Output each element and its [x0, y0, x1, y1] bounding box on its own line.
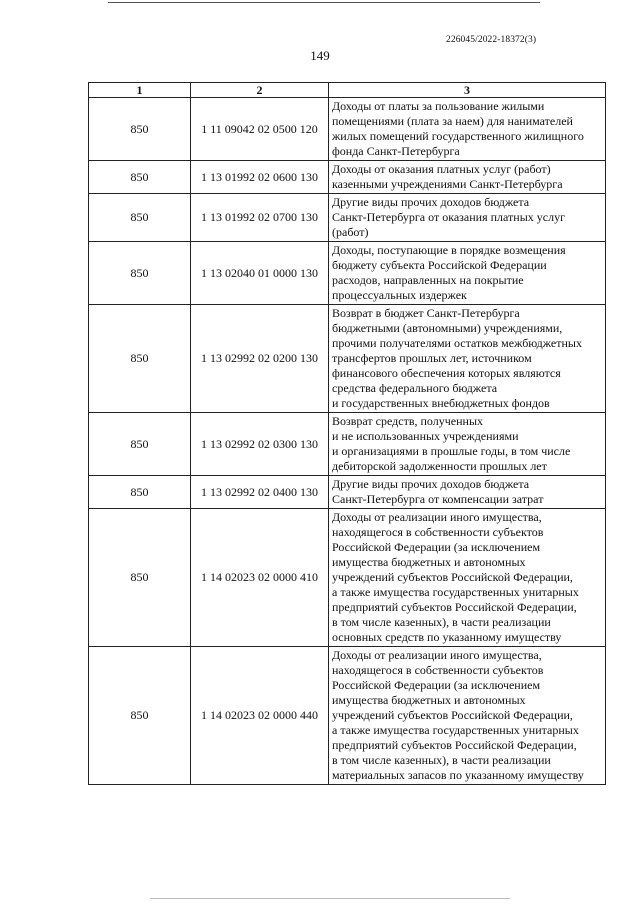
- admin-code-cell: 850: [89, 509, 191, 647]
- description-line: процессуальных издержек: [332, 288, 467, 302]
- revenue-description-cell: [329, 161, 606, 194]
- description-line: предприятий субъектов Российской Федерации,: [332, 738, 577, 752]
- admin-code-cell: 850: [89, 161, 191, 194]
- description-line: бюджету субъекта Российской Федерации: [332, 258, 547, 272]
- admin-code-cell: 850: [89, 194, 191, 242]
- description-line: Доходы от реализации иного имущества,: [332, 648, 542, 662]
- description-line: Возврат средств, полученных: [332, 414, 484, 428]
- scan-edge: [150, 898, 510, 899]
- description-line: прочими получателями остатков межбюджетных: [332, 336, 582, 350]
- revenue-description-cell: [329, 305, 606, 413]
- revenue-description-cell: [329, 476, 606, 509]
- revenue-code-cell: 1 13 02992 02 0300 130: [191, 413, 329, 476]
- description-line: Доходы от реализации иного имущества,: [332, 510, 542, 524]
- description-line: средства федерального бюджета: [332, 381, 498, 395]
- table-row: [89, 413, 606, 476]
- admin-code-cell: 850: [89, 98, 191, 161]
- table-row: [89, 161, 606, 194]
- admin-code-cell: 850: [89, 305, 191, 413]
- description-line: трансфертов прошлых лет, источником: [332, 351, 532, 365]
- table-row: [89, 647, 606, 785]
- description-line: Другие виды прочих доходов бюджета: [332, 195, 530, 209]
- description-line: учреждений субъектов Российской Федерации,: [332, 708, 573, 722]
- top-rule: [108, 2, 540, 3]
- table-body: [89, 98, 606, 785]
- revenue-description-cell: [329, 98, 606, 161]
- page-number: 149: [310, 48, 330, 63]
- column-header-2: 2: [191, 83, 329, 98]
- description-line: а также имущества государственных унитарных: [332, 585, 579, 599]
- table-row: [89, 242, 606, 305]
- column-header-1: 1: [89, 83, 191, 98]
- admin-code-cell: 850: [89, 476, 191, 509]
- description-line: основных средств по указанному имуществу: [332, 630, 562, 644]
- table-row: [89, 305, 606, 413]
- description-line: Доходы, поступающие в порядке возмещения: [332, 243, 566, 257]
- description-line: Санкт-Петербурга от оказания платных услуг: [332, 210, 566, 224]
- description-line: жилых помещений государственного жилищного: [332, 129, 584, 143]
- description-line: финансового обеспечения которых являются: [332, 366, 561, 380]
- description-line: (работ): [332, 225, 369, 239]
- revenue-description-cell: [329, 647, 606, 785]
- description-line: Российской Федерации (за исключением: [332, 678, 541, 692]
- description-line: помещениями (плата за наем) для нанимателей: [332, 114, 573, 128]
- description-line: Доходы от платы за пользование жилыми: [332, 99, 545, 113]
- description-line: в том числе казенных), в части реализации: [332, 753, 551, 767]
- description-line: учреждений субъектов Российской Федерации,: [332, 570, 573, 584]
- revenue-code-cell: 1 14 02023 02 0000 440: [191, 647, 329, 785]
- description-line: дебиторской задолженности прошлых лет: [332, 459, 547, 473]
- description-line: и организациями в прошлые годы, в том числе: [332, 444, 571, 458]
- table-row: [89, 194, 606, 242]
- description-line: в том числе казенных), в части реализации: [332, 615, 551, 629]
- description-line: находящегося в собственности субъектов: [332, 525, 544, 539]
- revenue-code-cell: 1 14 02023 02 0000 410: [191, 509, 329, 647]
- description-line: бюджетными (автономными) учреждениями,: [332, 321, 563, 335]
- description-line: имущества бюджетных и автономных: [332, 693, 526, 707]
- document-number: 226045/2022-18372(3): [446, 35, 537, 45]
- description-line: имущества бюджетных и автономных: [332, 555, 526, 569]
- description-line: расходов, направленных на покрытие: [332, 273, 524, 287]
- revenue-code-cell: 1 13 02040 01 0000 130: [191, 242, 329, 305]
- revenue-description-cell: [329, 413, 606, 476]
- revenue-code-cell: 1 13 02992 02 0400 130: [191, 476, 329, 509]
- revenue-codes-table: [88, 82, 606, 785]
- admin-code-cell: 850: [89, 413, 191, 476]
- revenue-description-cell: [329, 242, 606, 305]
- description-line: Возврат в бюджет Санкт-Петербурга: [332, 306, 520, 320]
- revenue-code-cell: 1 13 01992 02 0700 130: [191, 194, 329, 242]
- description-line: Российской Федерации (за исключением: [332, 540, 541, 554]
- revenue-description-cell: [329, 194, 606, 242]
- description-line: Другие виды прочих доходов бюджета: [332, 477, 530, 491]
- description-line: Доходы от оказания платных услуг (работ): [332, 162, 551, 176]
- description-line: и не использованных учреждениями: [332, 429, 519, 443]
- table-row: [89, 98, 606, 161]
- revenue-code-cell: 1 13 01992 02 0600 130: [191, 161, 329, 194]
- description-line: и государственных внебюджетных фондов: [332, 396, 550, 410]
- description-line: Санкт-Петербурга от компенсации затрат: [332, 492, 544, 506]
- revenue-description-cell: [329, 509, 606, 647]
- admin-code-cell: 850: [89, 242, 191, 305]
- description-line: казенными учреждениями Санкт-Петербурга: [332, 177, 563, 191]
- table-row: [89, 476, 606, 509]
- description-line: фонда Санкт-Петербурга: [332, 144, 460, 158]
- description-line: материальных запасов по указанному имуществу: [332, 768, 584, 782]
- table-row: [89, 509, 606, 647]
- description-line: предприятий субъектов Российской Федерации,: [332, 600, 577, 614]
- description-line: а также имущества государственных унитарных: [332, 723, 579, 737]
- revenue-code-cell: 1 11 09042 02 0500 120: [191, 98, 329, 161]
- admin-code-cell: 850: [89, 647, 191, 785]
- description-line: находящегося в собственности субъектов: [332, 663, 544, 677]
- column-header-3: 3: [329, 83, 606, 98]
- revenue-code-cell: 1 13 02992 02 0200 130: [191, 305, 329, 413]
- table-header-row: [89, 83, 606, 98]
